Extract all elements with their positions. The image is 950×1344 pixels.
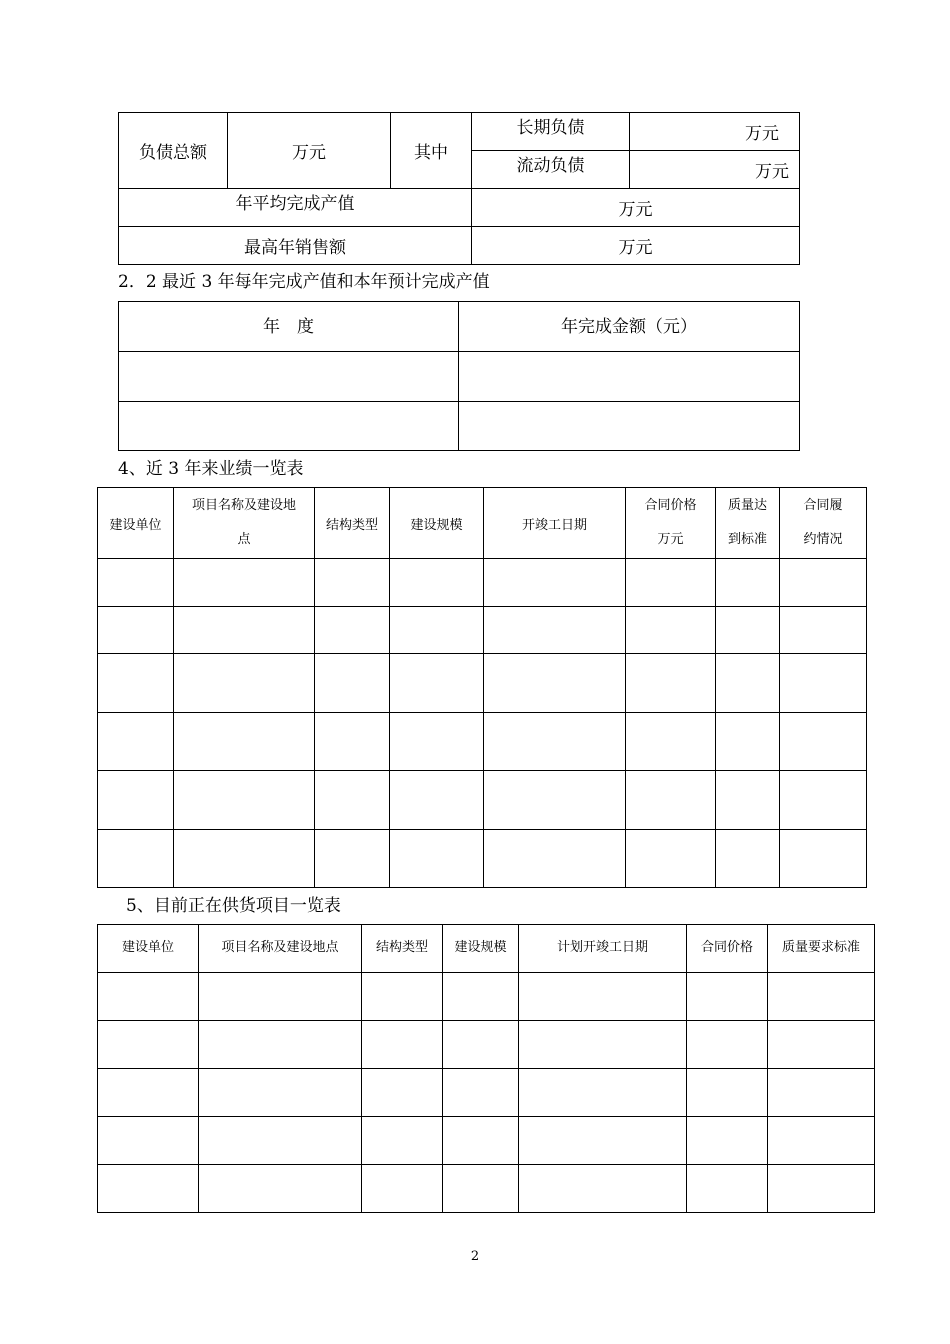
table-cell[interactable] (199, 973, 362, 1021)
avg-output-unit: 万元 (472, 189, 800, 227)
max-sales-label: 最高年销售额 (119, 227, 472, 265)
current-unit: 万元 (630, 151, 800, 189)
column-header (174, 488, 315, 559)
table-row (98, 771, 867, 830)
table-cell[interactable] (780, 654, 867, 713)
table-cell[interactable] (687, 1165, 768, 1213)
table-cell[interactable] (484, 559, 626, 607)
table-cell[interactable] (98, 1021, 199, 1069)
table-cell[interactable] (174, 654, 315, 713)
table-cell[interactable] (519, 1117, 687, 1165)
table-cell[interactable] (519, 1021, 687, 1069)
table-cell[interactable] (390, 830, 484, 888)
column-header-line: 到标准 (727, 532, 767, 547)
table-row (98, 713, 867, 771)
table-cell[interactable] (519, 973, 687, 1021)
table-cell[interactable] (443, 1069, 519, 1117)
table-cell[interactable] (174, 771, 315, 830)
table-cell[interactable] (459, 352, 800, 402)
table-cell[interactable] (98, 1117, 199, 1165)
table-row (98, 1165, 875, 1213)
table-cell[interactable] (484, 771, 626, 830)
table-cell[interactable] (626, 830, 716, 888)
column-header-line: 合同履 (803, 498, 843, 513)
supply-table-body (98, 973, 875, 1213)
column-header: 开竣工日期 (484, 488, 626, 559)
column-header-line: 质量达 (727, 498, 767, 513)
table-row (98, 607, 867, 654)
table-cell[interactable] (443, 1165, 519, 1213)
table-cell[interactable] (390, 607, 484, 654)
table-cell[interactable] (362, 1021, 443, 1069)
table-cell[interactable] (459, 402, 800, 451)
column-header (780, 488, 867, 559)
table-cell[interactable] (174, 830, 315, 888)
table-cell[interactable] (626, 713, 716, 771)
column-header: 结构类型 (362, 925, 443, 973)
column-header-line: 项目名称及建设地 (191, 498, 296, 513)
table-cell[interactable] (768, 973, 875, 1021)
table-cell[interactable] (484, 607, 626, 654)
max-sales-unit: 万元 (472, 227, 800, 265)
table-cell[interactable] (768, 1165, 875, 1213)
table-cell[interactable] (199, 1117, 362, 1165)
table-cell[interactable] (98, 607, 174, 654)
column-header-line: 点 (237, 532, 251, 547)
table-cell[interactable] (484, 713, 626, 771)
table-cell[interactable] (716, 654, 780, 713)
table-cell[interactable] (626, 771, 716, 830)
column-header: 建设规模 (390, 488, 484, 559)
liabilities-table (118, 112, 800, 265)
table-cell[interactable] (687, 973, 768, 1021)
column-header: 建设单位 (98, 488, 174, 559)
column-header (626, 488, 716, 559)
table-row (98, 1117, 875, 1165)
table-cell[interactable] (362, 973, 443, 1021)
table-cell[interactable] (484, 654, 626, 713)
column-header: 合同价格 (687, 925, 768, 973)
table-cell[interactable] (443, 1021, 519, 1069)
table-cell[interactable] (519, 1165, 687, 1213)
column-header: 计划开竣工日期 (519, 925, 687, 973)
page-number: 2 (470, 1249, 480, 1264)
table-cell[interactable] (98, 973, 199, 1021)
column-header: 建设单位 (98, 925, 199, 973)
column-header (716, 488, 780, 559)
table-row (98, 1069, 875, 1117)
table-cell[interactable] (315, 559, 390, 607)
table-cell[interactable] (716, 713, 780, 771)
table-cell[interactable] (390, 771, 484, 830)
section-5-heading: 5、目前正在供货项目一览表 (126, 896, 341, 916)
table-cell[interactable] (315, 654, 390, 713)
table-cell[interactable] (390, 654, 484, 713)
table-cell[interactable] (315, 771, 390, 830)
table-cell[interactable] (174, 559, 315, 607)
column-header-line: 万元 (657, 532, 684, 547)
table-cell[interactable] (98, 771, 174, 830)
liabilities-unit: 万元 (228, 113, 391, 189)
table-cell[interactable] (98, 1069, 199, 1117)
table-cell[interactable] (484, 830, 626, 888)
performance-table-body (98, 559, 867, 888)
table-cell[interactable] (98, 559, 174, 607)
avg-output-label: 年平均完成产值 (119, 189, 472, 227)
table-cell[interactable] (626, 607, 716, 654)
table-cell[interactable] (119, 402, 459, 451)
of-which-label: 其中 (391, 113, 472, 189)
annual-output-table (118, 301, 800, 451)
table-cell[interactable] (315, 607, 390, 654)
table-cell[interactable] (780, 771, 867, 830)
table-cell[interactable] (716, 771, 780, 830)
column-header: 质量要求标准 (768, 925, 875, 973)
table-cell[interactable] (362, 1165, 443, 1213)
table-cell[interactable] (687, 1021, 768, 1069)
table-cell[interactable] (98, 713, 174, 771)
table-cell[interactable] (390, 559, 484, 607)
table-cell[interactable] (362, 1069, 443, 1117)
column-header: 建设规模 (443, 925, 519, 973)
column-header-line: 约情况 (803, 532, 843, 547)
table-cell[interactable] (199, 1069, 362, 1117)
table-cell[interactable] (315, 830, 390, 888)
liabilities-label: 负债总额 (119, 113, 228, 189)
table-cell[interactable] (98, 830, 174, 888)
table-cell[interactable] (768, 1021, 875, 1069)
table-row (98, 654, 867, 713)
table-row (119, 352, 800, 402)
table-cell[interactable] (626, 559, 716, 607)
current-liabilities-label: 流动负债 (472, 151, 630, 189)
table-cell[interactable] (716, 559, 780, 607)
table-cell[interactable] (390, 713, 484, 771)
table-row (119, 402, 800, 451)
table-cell[interactable] (98, 654, 174, 713)
table-cell[interactable] (687, 1117, 768, 1165)
column-header: 年 度 (119, 302, 459, 352)
table-cell[interactable] (519, 1069, 687, 1117)
section-2-2-heading: 2．2 最近 3 年每年完成产值和本年预计完成产值 (118, 272, 490, 292)
table-cell[interactable] (716, 607, 780, 654)
table-cell[interactable] (362, 1117, 443, 1165)
table-row (98, 1021, 875, 1069)
long-term-unit: 万元 (630, 113, 800, 151)
column-header: 结构类型 (315, 488, 390, 559)
table-cell[interactable] (174, 713, 315, 771)
table-cell[interactable] (780, 830, 867, 888)
table-cell[interactable] (626, 654, 716, 713)
table-cell[interactable] (315, 713, 390, 771)
table-cell[interactable] (780, 713, 867, 771)
table-cell[interactable] (98, 1165, 199, 1213)
table-row (98, 830, 867, 888)
table-cell[interactable] (768, 1117, 875, 1165)
table-cell[interactable] (780, 559, 867, 607)
supply-projects-table (97, 924, 875, 1213)
column-header-line: 合同价格 (644, 498, 697, 513)
table-cell[interactable] (687, 1069, 768, 1117)
table-cell[interactable] (780, 607, 867, 654)
table-cell[interactable] (199, 1021, 362, 1069)
table-cell[interactable] (199, 1165, 362, 1213)
section-4-heading: 4、近 3 年来业绩一览表 (118, 459, 304, 479)
column-header: 年完成金额（元） (459, 302, 800, 352)
performance-table (97, 487, 867, 888)
long-term-liabilities-label: 长期负债 (472, 113, 630, 151)
table-cell[interactable] (768, 1069, 875, 1117)
table-cell[interactable] (716, 830, 780, 888)
column-header: 项目名称及建设地点 (199, 925, 362, 973)
table-cell[interactable] (443, 1117, 519, 1165)
table-cell[interactable] (443, 973, 519, 1021)
table-row (98, 559, 867, 607)
table-cell[interactable] (174, 607, 315, 654)
table-cell[interactable] (119, 352, 459, 402)
table-row (98, 973, 875, 1021)
